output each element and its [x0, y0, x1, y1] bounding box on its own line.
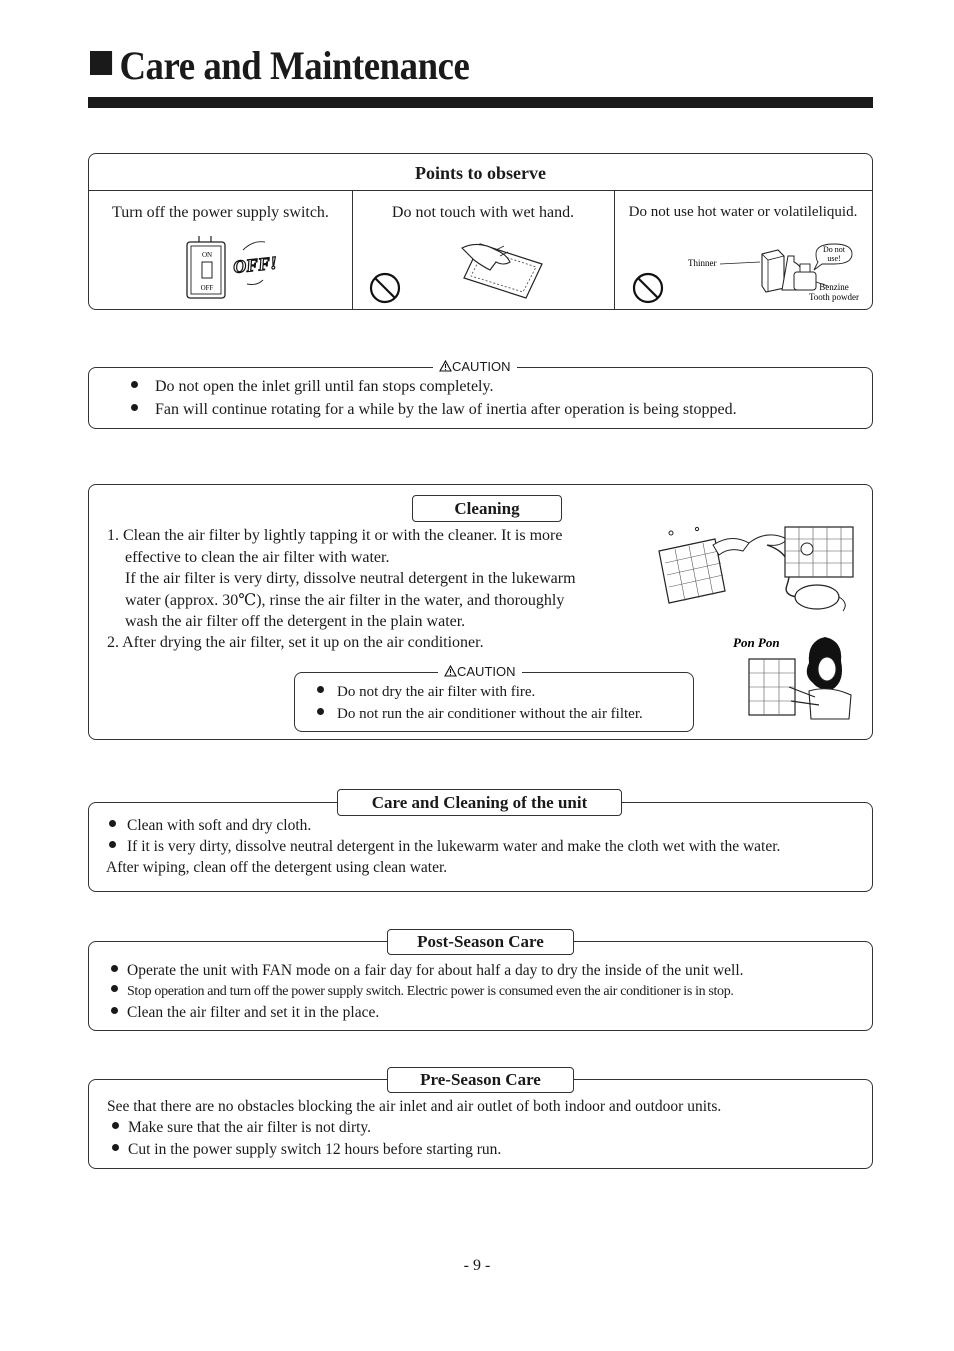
points-to-observe-heading: Points to observe [89, 154, 872, 191]
observe-item-power-switch [89, 190, 353, 309]
bullet-icon [111, 1007, 118, 1014]
label-use: use! [827, 254, 841, 263]
bullet-icon [112, 1144, 119, 1151]
observe-item-hot-water [614, 190, 872, 309]
bullet-icon [317, 708, 324, 715]
label-benzine: Benzine [819, 282, 849, 292]
observe-text-power-switch: Turn off the power supply switch. [112, 204, 329, 221]
warning-triangle-icon [439, 360, 452, 372]
pre-season-heading: Pre-Season Care [387, 1067, 574, 1093]
list-item [131, 378, 493, 396]
label-thinner: Thinner [688, 258, 717, 268]
chemicals-icon [684, 242, 874, 304]
caution-item-text: Do not run the air conditioner without the air filter. [337, 706, 643, 722]
caution-item-text: Fan will continue rotating for a while by the law of inertia after operation is being stopped. [155, 401, 737, 418]
bullet-icon [109, 820, 116, 827]
care-item-text: Clean with soft and dry cloth. [127, 817, 312, 834]
cleaning-step-1-cont: wash the air filter off the detergent in the plain water. [125, 613, 466, 630]
vacuum-filter-illustration [657, 525, 857, 613]
page-title-text: Care and Maintenance [119, 43, 470, 88]
care-continuation: After wiping, clean off the detergent using clean water. [106, 859, 448, 876]
prohibited-icon [630, 270, 666, 306]
tapping-filter-illustration [729, 631, 869, 721]
caution-panel-fan [88, 359, 873, 429]
care-item-text: If it is very dirty, dissolve neutral detergent in the lukewarm water and make the cloth wet with the water. [127, 838, 781, 855]
caution-label [433, 359, 517, 374]
bullet-icon [317, 686, 324, 693]
page-title [90, 42, 469, 89]
cleaning-heading: Cleaning [412, 495, 562, 522]
care-unit-heading: Care and Cleaning of the unit [337, 789, 622, 816]
post-season-heading: Post-Season Care [387, 929, 574, 955]
list-item [109, 817, 311, 835]
observe-text-wet-hand: Do not touch with wet hand. [391, 204, 575, 221]
bullet-icon [131, 404, 138, 411]
caution-label [438, 664, 522, 679]
post-season-panel [88, 932, 873, 1031]
list-item [111, 984, 734, 1000]
bullet-icon [111, 965, 118, 972]
switch-on-label: ON [201, 251, 213, 259]
points-to-observe-panel [88, 153, 873, 310]
page-number: - 9 - [463, 1257, 491, 1274]
warning-triangle-icon [444, 665, 457, 677]
pre-season-panel [88, 1070, 873, 1169]
power-switch-icon [183, 234, 283, 300]
caution-item-text: Do not open the inlet grill until fan stops completely. [155, 378, 494, 395]
title-rule [88, 97, 873, 108]
caution-text: CAUTION [452, 359, 511, 374]
title-square-icon [90, 51, 112, 75]
caution-panel-filter [294, 664, 694, 732]
cleaning-step-1: 1. Clean the air filter by lightly tapping it or with the cleaner. It is more [107, 527, 563, 544]
switch-off-label: OFF [200, 284, 214, 292]
label-do-not: Do not [823, 245, 845, 254]
pre-item-text: Cut in the power supply switch 12 hours before starting run. [128, 1141, 502, 1158]
list-item [317, 684, 535, 701]
post-item-text: Stop operation and turn off the power supply switch. Electric power is consumed even the air conditioner is in stop. [127, 984, 734, 999]
list-item [131, 401, 737, 419]
care-unit-panel [88, 793, 873, 892]
pre-season-intro: See that there are no obstacles blocking the air inlet and air outlet of both indoor and outdoor units. [107, 1098, 722, 1115]
bullet-icon [111, 985, 118, 992]
bullet-icon [131, 381, 138, 388]
off-badge: OFF! [232, 252, 279, 278]
caution-text: CAUTION [457, 664, 516, 679]
list-item [112, 1119, 371, 1137]
observe-item-wet-hand [352, 190, 615, 309]
list-item [112, 1141, 501, 1159]
wet-hand-icon [460, 236, 550, 300]
pre-item-text: Make sure that the air filter is not dirty. [128, 1119, 372, 1136]
tap-sound-text: Pon Pon [733, 635, 780, 650]
list-item [317, 706, 643, 723]
observe-text-hot-water: Do not use hot water or volatileliquid. [628, 204, 858, 220]
post-item-text: Clean the air filter and set it in the place. [127, 1004, 380, 1021]
cleaning-step-2: 2. After drying the air filter, set it up on the air conditioner. [107, 634, 484, 651]
caution-item-text: Do not dry the air filter with fire. [337, 684, 536, 700]
bullet-icon [109, 841, 116, 848]
cleaning-step-1-cont: If the air filter is very dirty, dissolve neutral detergent in the lukewarm [125, 570, 576, 587]
label-tooth-powder: Tooth powder [808, 292, 860, 302]
cleaning-panel [88, 484, 873, 740]
list-item [111, 962, 744, 980]
list-item [109, 838, 780, 856]
cleaning-step-1-cont: water (approx. 30℃), rinse the air filter in the water, and thoroughly [125, 592, 565, 609]
prohibited-icon [367, 270, 403, 306]
bullet-icon [112, 1122, 119, 1129]
list-item [111, 1004, 379, 1022]
cleaning-step-1-cont: effective to clean the air filter with water. [125, 549, 390, 566]
post-item-text: Operate the unit with FAN mode on a fair day for about half a day to dry the inside of the unit well. [127, 962, 744, 979]
